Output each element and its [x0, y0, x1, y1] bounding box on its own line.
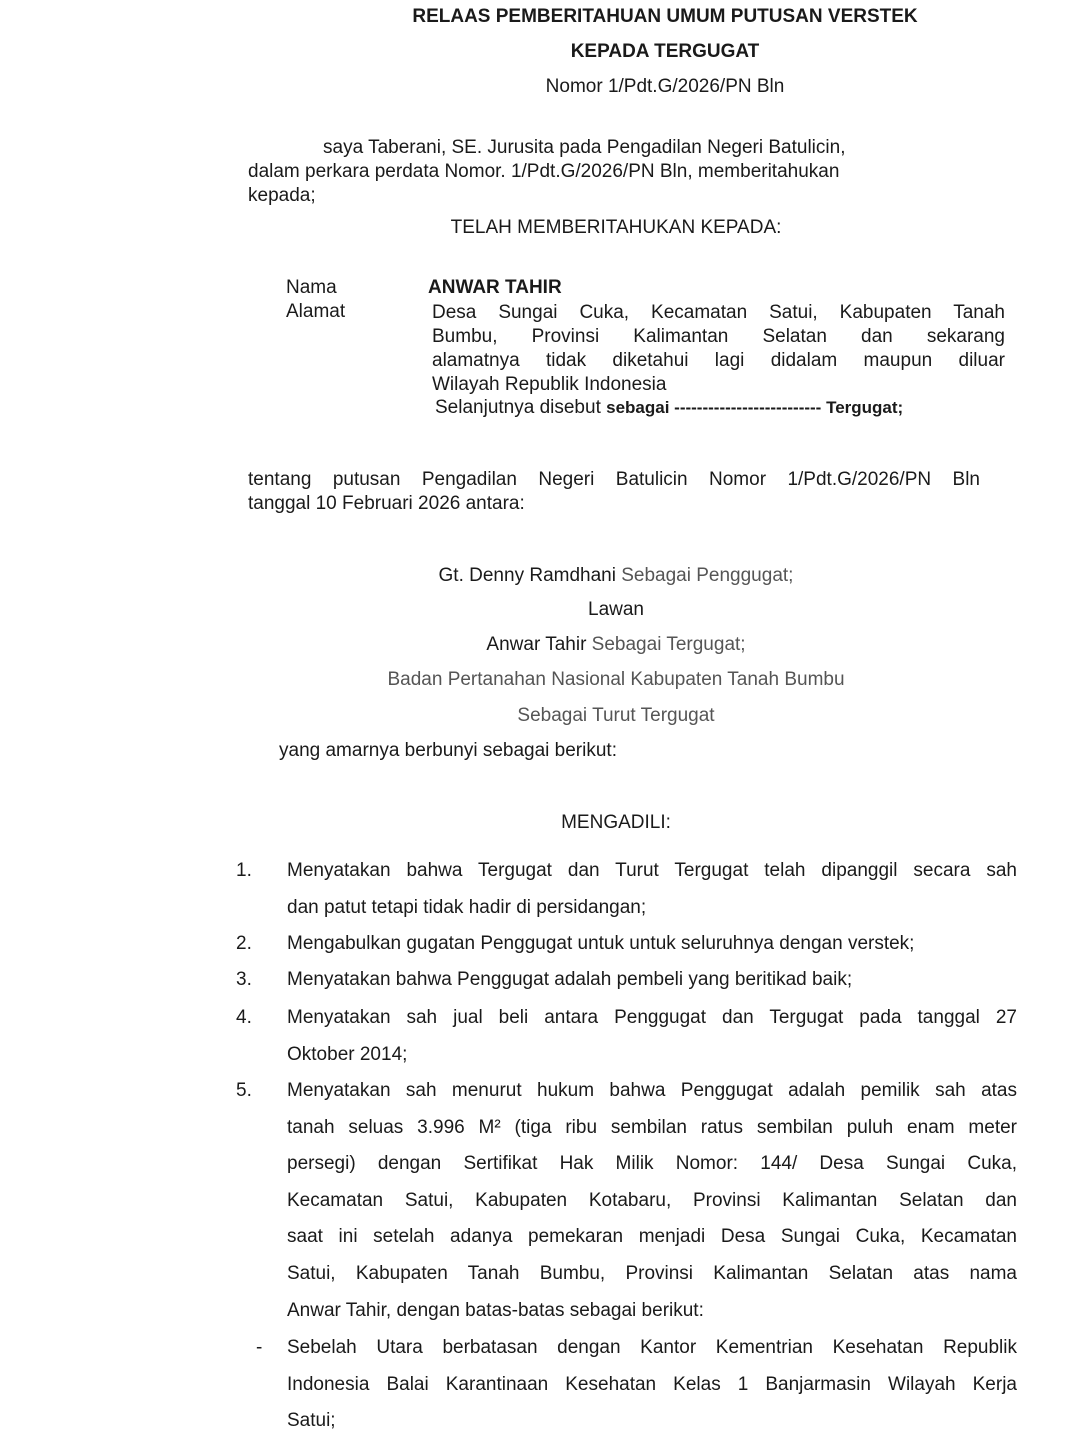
tentang-line: tanggal 10 Februari 2026 antara:	[248, 493, 525, 514]
alamat-line: alamatnya tidak diketahui lagi didalam maupun diluar	[432, 350, 1005, 371]
verdict-item	[287, 926, 1017, 963]
item-line: saat ini setelah adanya pemekaran menjadi Desa Sungai Cuka, Kecamatan	[287, 1226, 1017, 1248]
selanjutnya-line	[435, 397, 903, 419]
item-number: 3.	[236, 969, 252, 990]
mengadili-heading: MENGADILI:	[561, 812, 671, 833]
item-line: Menyatakan bahwa Tergugat dan Turut Tergugat telah dipanggil secara sah	[287, 860, 1017, 881]
item-line: Menyatakan bahwa Penggugat adalah pembeli yang beritikad baik;	[287, 969, 853, 990]
item-line: Menyatakan sah jual beli antara Penggugat dan Tergugat pada tanggal 27	[287, 1007, 1017, 1028]
lawan-label: Lawan	[588, 599, 644, 620]
verdict-item	[287, 1073, 1017, 1329]
alamat-line: Wilayah Republik Indonesia	[432, 374, 667, 395]
item-line: Oktober 2014;	[287, 1043, 408, 1065]
item-line: Sebelah Utara berbatasan dengan Kantor Kementrian Kesehatan Republik	[287, 1337, 1017, 1358]
penggugat-line	[0, 565, 1080, 587]
verdict-item	[287, 853, 1017, 926]
verdict-item	[287, 1000, 1017, 1073]
item-line: Satui;	[287, 1410, 336, 1432]
penggugat-role: Sebagai Penggugat;	[615, 565, 794, 586]
tentang-line: tentang putusan Pengadilan Negeri Batulicin Nomor 1/Pdt.G/2026/PN Bln	[248, 469, 980, 490]
item-bullet: -	[256, 1337, 263, 1358]
alamat-label: Alamat	[286, 301, 346, 322]
intro-line: saya Taberani, SE. Jurusita pada Pengadilan Negeri Batulicin,	[323, 137, 846, 158]
item-line: Mengabulkan gugatan Penggugat untuk untuk seluruhnya dengan verstek;	[287, 933, 915, 954]
selanjutnya-role: sebagai -------------------------- Tergugat;	[606, 398, 904, 417]
tergugat-role: Sebagai Tergugat;	[586, 634, 746, 655]
item-number: 5.	[236, 1080, 252, 1101]
turut-tergugat-role: Sebagai Turut Tergugat	[517, 705, 715, 726]
tergugat-line	[0, 634, 1080, 656]
item-number: 4.	[236, 1007, 252, 1028]
nama-label: Nama	[286, 277, 337, 298]
item-line: dan patut tetapi tidak hadir di persidangan;	[287, 896, 647, 918]
alamat-line: Desa Sungai Cuka, Kecamatan Satui, Kabupaten Tanah	[432, 302, 1005, 323]
item-line: Indonesia Balai Karantinaan Kesehatan Kelas 1 Banjarmasin Wilayah Kerja	[287, 1373, 1017, 1395]
item-line: Menyatakan sah menurut hukum bahwa Penggugat adalah pemilik sah atas	[287, 1080, 1017, 1101]
nama-value: ANWAR TAHIR	[428, 277, 562, 298]
intro-paragraph	[248, 136, 918, 208]
intro-line: kepada;	[248, 185, 316, 206]
boundary-item	[287, 1330, 1017, 1440]
verdict-item	[287, 962, 1017, 999]
telah-heading: TELAH MEMBERITAHUKAN KEPADA:	[450, 217, 782, 238]
document-subtitle: KEPADA TERGUGAT	[570, 41, 760, 62]
penggugat-name: Gt. Denny Ramdhani	[438, 565, 616, 586]
selanjutnya-prefix: Selanjutnya disebut	[435, 397, 607, 418]
item-number: 1.	[236, 860, 252, 881]
item-number: 2.	[236, 933, 252, 954]
tentang-paragraph	[248, 468, 980, 516]
alamat-line: Bumbu, Provinsi Kalimantan Selatan dan sekarang	[432, 326, 1005, 347]
item-line: tanah seluas 3.996 M² (tiga ribu sembilan ratus sembilan puluh enam meter	[287, 1116, 1017, 1138]
item-line: persegi) dengan Sertifikat Hak Milik Nomor: 144/ Desa Sungai Cuka,	[287, 1153, 1017, 1175]
item-line: Anwar Tahir, dengan batas-batas sebagai berikut:	[287, 1299, 704, 1321]
intro-line: dalam perkara perdata Nomor. 1/Pdt.G/2026/PN Bln, memberitahukan	[248, 161, 840, 182]
item-line: Satui, Kabupaten Tanah Bumbu, Provinsi Kalimantan Selatan atas nama	[287, 1262, 1017, 1284]
tergugat-name: Anwar Tahir	[486, 634, 587, 655]
item-line: Kecamatan Satui, Kabupaten Kotabaru, Provinsi Kalimantan Selatan dan	[287, 1189, 1017, 1211]
document-title: RELAAS PEMBERITAHUAN UMUM PUTUSAN VERSTEK	[412, 6, 918, 27]
amar-intro: yang amarnya berbunyi sebagai berikut:	[279, 740, 617, 761]
case-number: Nomor 1/Pdt.G/2026/PN Bln	[545, 76, 785, 97]
turut-tergugat-name: Badan Pertanahan Nasional Kabupaten Tanah Bumbu	[387, 669, 845, 690]
